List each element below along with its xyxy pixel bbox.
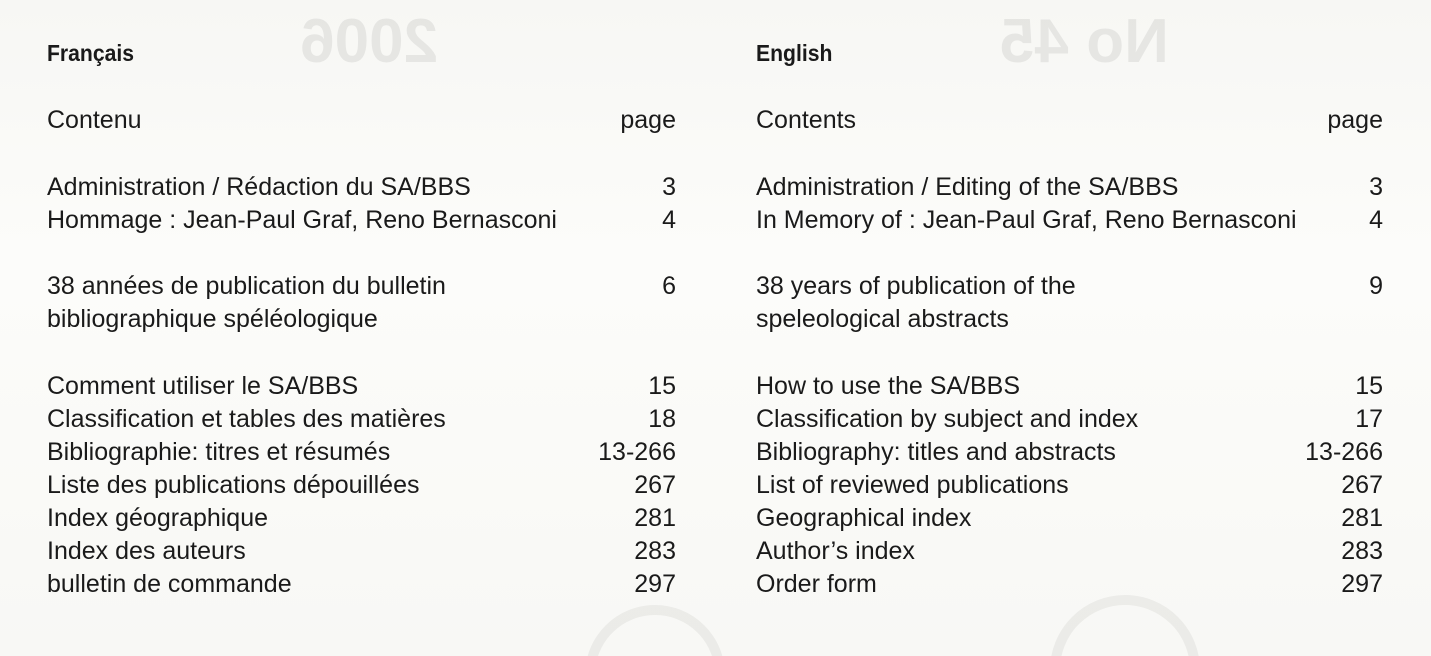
toc-entry-label: Administration / Editing of the SA/BBS — [756, 173, 1179, 201]
toc-entry-label: Bibliography: titles and abstracts — [756, 438, 1116, 466]
toc-entry-page: 281 — [634, 504, 676, 532]
toc-entry-page: 3 — [662, 173, 676, 201]
toc-entry-label: Liste des publications dépouillées — [47, 471, 420, 499]
toc-entry-page: 13-266 — [1305, 438, 1383, 466]
toc-entry-label-line1: 38 years of publication of the — [756, 272, 1076, 300]
toc-entry-label: How to use the SA/BBS — [756, 372, 1021, 400]
toc-entry-page: 3 — [1369, 173, 1383, 201]
toc-entry-label: Index des auteurs — [47, 537, 246, 565]
toc-entry — [47, 270, 676, 333]
toc-entry — [756, 502, 1383, 535]
toc-entry — [756, 370, 1383, 403]
toc-entry-page: 17 — [1355, 405, 1383, 433]
toc-entry-page: 6 — [662, 272, 676, 300]
toc-entry-page: 4 — [1369, 206, 1383, 234]
toc-entry-page: 4 — [662, 206, 676, 234]
toc-entry — [47, 403, 676, 436]
toc-entry — [47, 370, 676, 403]
toc-entry-label: Classification et tables des matières — [47, 405, 446, 433]
toc-entry-label-line2: speleological abstracts — [756, 305, 1009, 333]
toc-entry-page: 15 — [648, 372, 676, 400]
toc-entry-label-line2: bibliographique spéléologique — [47, 305, 378, 333]
toc-entry-page: 297 — [1341, 570, 1383, 598]
toc-entry — [47, 171, 676, 204]
toc-entry-label: Index géographique — [47, 504, 269, 532]
toc-entry-page: 281 — [1341, 504, 1383, 532]
page-column-header-en: page — [1327, 106, 1383, 134]
toc-entry-page: 267 — [1341, 471, 1383, 499]
bleed-through-logo-a — [585, 605, 725, 656]
toc-title-fr: Contenu — [47, 106, 142, 134]
toc-entry-label: Comment utiliser le SA/BBS — [47, 372, 359, 400]
toc-entry — [756, 270, 1383, 333]
toc-entry-label — [756, 270, 1076, 336]
toc-entry-label: Geographical index — [756, 504, 972, 532]
toc-entry — [756, 171, 1383, 204]
toc-entry-label-line1: 38 années de publication du bulletin — [47, 272, 446, 300]
toc-entry-page: 15 — [1355, 372, 1383, 400]
toc-entry-page: 297 — [634, 570, 676, 598]
toc-entry — [47, 469, 676, 502]
toc-entry — [756, 436, 1383, 469]
bleed-through-logo-b — [1050, 595, 1200, 656]
toc-entry — [47, 535, 676, 568]
toc-entry-page: 13-266 — [598, 438, 676, 466]
toc-entry-label: List of reviewed publications — [756, 471, 1069, 499]
toc-entry-page: 18 — [648, 405, 676, 433]
toc-entry-page: 283 — [1341, 537, 1383, 565]
bleed-through-year: 2006 — [300, 7, 438, 76]
toc-entry-label — [47, 270, 446, 336]
toc-entry-label: Order form — [756, 570, 877, 598]
toc-entry — [47, 568, 676, 601]
toc-entry-label: Administration / Rédaction du SA/BBS — [47, 173, 471, 201]
toc-entry — [47, 502, 676, 535]
toc-entry — [756, 568, 1383, 601]
toc-entry — [756, 535, 1383, 568]
toc-entry — [47, 204, 676, 237]
toc-entry — [756, 469, 1383, 502]
toc-entry — [47, 436, 676, 469]
toc-entry-label: Classification by subject and index — [756, 405, 1139, 433]
page-column-header-fr: page — [620, 106, 676, 134]
toc-entry-page: 283 — [634, 537, 676, 565]
toc-entry — [756, 204, 1383, 237]
toc-title-en: Contents — [756, 106, 857, 134]
toc-entry-label: bulletin de commande — [47, 570, 292, 598]
language-heading-fr: Français — [47, 40, 135, 66]
toc-entry-label: Bibliographie: titres et résumés — [47, 438, 391, 466]
toc-entry-label: In Memory of : Jean-Paul Graf, Reno Bernasconi — [756, 206, 1297, 234]
toc-entry-label: Author’s index — [756, 537, 915, 565]
toc-entry — [756, 403, 1383, 436]
toc-entry-label: Hommage : Jean-Paul Graf, Reno Bernasconi — [47, 206, 557, 234]
language-heading-en: English — [756, 40, 833, 66]
bleed-through-number: No 45 — [1000, 7, 1169, 76]
toc-entry-page: 267 — [634, 471, 676, 499]
toc-entry-page: 9 — [1369, 272, 1383, 300]
